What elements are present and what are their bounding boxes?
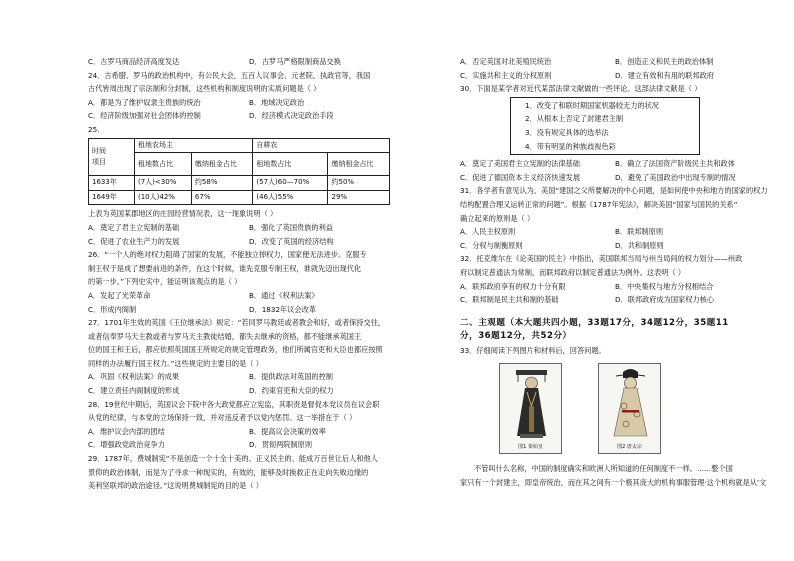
q30-quote-box [510, 97, 700, 155]
question-32 [460, 252, 770, 306]
q32-option-d[interactable]: D．联邦政府成为国家权力核心 [615, 295, 714, 305]
q31-stem-line: 确立起来的原则是（ ） [460, 213, 535, 223]
table-cell: (10人)42% [135, 190, 192, 205]
table-cell: (57人)60—70% [253, 176, 328, 191]
q30-box-item: 4．带有明显的种族歧视色彩 [525, 141, 616, 151]
q26-stem-line: 制王权于是成了想要前进的条件，在这个时候，谁先克服专制王权，谁就先迈出现代化 [88, 263, 362, 273]
q26-stem-line: 26．“一个人的绝对权力阻碍了国家的发展，不能独立掉权力，国家便无法进步。克服专 [88, 250, 367, 260]
table-group-header: 自耕农 [253, 138, 390, 153]
q28-option-c[interactable]: C．增强政党政治竞争力 [88, 440, 165, 450]
q28-stem-line: 28．19世纪中期后，英国议会下院中各大政党都应立宪监，其职责是督促本党议员在议会职 [88, 399, 380, 409]
q27-stem-line: 同样的办法履行国王权力。”这些规定的主要目的是（ ） [88, 358, 263, 368]
section-heading-cont: 分，36题12分，共52分） [460, 331, 572, 342]
q28-option-d[interactable]: D．贯彻两院制原则 [249, 440, 313, 450]
q24-option-b[interactable]: B．地域决定政治 [249, 97, 305, 107]
q33-material-line: 不管叫什么名称，中国的制度确实和欧洲人所知道的任何制度不一样。……整个国 [474, 464, 733, 474]
q26-option-b[interactable]: B．通过《权利法案》 [249, 290, 319, 300]
table-corner-header: 时间 项目 [89, 138, 135, 176]
q33-figures [499, 363, 770, 454]
q26-stem-line: 的第一步。”下列史实中，能证明该观点的是（ ） [88, 277, 242, 287]
table-cell: (46人)55% [253, 190, 328, 205]
question-31 [460, 184, 770, 252]
q31-stem-line: 结构配置合理又运转正常的问题”。根据《1787年宪法》，解决美国“国家与国民的关系” [460, 199, 738, 209]
q30-option-a[interactable]: A．奠定了美国君主立宪制的法律基础 [460, 159, 580, 169]
q23-options [88, 55, 410, 69]
table-cell: 67% [191, 190, 252, 205]
q27-option-d[interactable]: D．约束官吏和大臣的权力 [249, 386, 334, 396]
q25-option-c[interactable]: C．促进了农业生产力的发展 [88, 236, 180, 246]
q28-option-a[interactable]: A．维护议会内部的团结 [88, 426, 165, 436]
table-cell: 29% [328, 190, 390, 205]
figure-qin-shihuang [499, 363, 562, 454]
q29-option-b[interactable]: B．创造正义和民主的政治体制 [615, 57, 714, 66]
q25-option-b[interactable]: B．强化了英国贵族的利益 [249, 222, 333, 232]
q32-option-a[interactable]: A．联邦政府享有的权力十分有限 [460, 281, 566, 291]
q25-option-d[interactable]: D．改变了英国的经济结构 [249, 236, 334, 246]
q29-stem-line: 29．1787年，费城制宪“不是创造一个十全十美的、正义民主的、能成万百世让后人和他人 [88, 454, 378, 464]
question-24 [88, 69, 410, 123]
emperor-portrait-icon [602, 366, 659, 444]
q25-option-a[interactable]: A．奠定了君主立宪制的基础 [88, 222, 180, 232]
q30-box-item: 1．改变了和联时期国家机器较无力的状况 [525, 100, 659, 110]
question-25 [88, 123, 410, 248]
q32-stem-line: 府以制定普通法为常制，而联邦政府以制定普通法为例外。这表明（ ） [460, 267, 686, 277]
q24-stem-line: 古代皆周出现了宗法制和分封制，这些机构和制度说明的实质问题是（ ） [88, 84, 321, 94]
q28-stem-line: 从党的纪律，与本党的立场保持一致，并对违反者予以党内惩罚。这一举措在于（ ） [88, 413, 357, 423]
table-cell: 1649年 [89, 190, 135, 205]
right-column [460, 55, 770, 490]
question-30 [460, 82, 770, 184]
q31-option-d[interactable]: D．共和制原则 [615, 240, 664, 250]
q29-option-c[interactable]: C．实施共和主义的分权原则 [460, 70, 552, 80]
table-header: 租地数占比 [135, 153, 192, 176]
q30-option-b[interactable]: B．确立了法国资产阶级民主共和政体 [615, 159, 735, 169]
q30-option-d[interactable]: D．避免了美国政治中出现专制的情况 [615, 172, 736, 182]
table-header: 缴纳租金占比 [191, 153, 252, 176]
q24-option-c[interactable]: C．经济阶级加强对社会团体的控制 [88, 111, 201, 121]
table-header: 缴纳租金占比 [328, 153, 390, 176]
q27-option-b[interactable]: B．提供政法对英国的控制 [249, 372, 333, 382]
q27-stem-line: 或者信奉罗马天主教或者与罗马天主教徒结婚，都失去继承的资格，都不能继承英国王 [88, 331, 362, 341]
q31-option-a[interactable]: A．人民主权原则 [460, 227, 516, 237]
q33-material-line: 家只有一个封建主，即皇帝统治，而在其之间有一个极其庞大的机构事服管理·这个机构就是从'文 [460, 478, 767, 488]
question-28 [88, 398, 410, 452]
q31-option-c[interactable]: C．分权与制衡原则 [460, 240, 523, 250]
table-header: 租地数占比 [253, 153, 328, 176]
table-cell: 1633年 [89, 176, 135, 191]
figure-caption: 图2 唐太宗 [617, 444, 642, 451]
q24-stem-line: 24．古希腊、罗马的政治机构中，有公民大会，五百人议事会、元老院、执政官等，我国 [88, 70, 371, 80]
q29-options [460, 55, 770, 69]
q29-stem-line: 美利坚联邦的政治途径。”这说明费城制宪的目的是（ ） [88, 481, 263, 491]
q32-option-b[interactable]: B．中央集权与地方分权相结合 [615, 281, 714, 291]
q32-stem-line: 32．托克维尔在《论美国的民主》中指出，美国联邦当局与州当局间的权力划分——州政 [460, 254, 743, 264]
q31-stem-line: 31．各学者有意见认为，美国“建国之父所要解决的中心问题，是如何使中央和地方的国家的权力 [460, 186, 768, 196]
q23-option-c[interactable]: C．古罗马商品经济高度发达 [88, 57, 180, 66]
table-group-header: 租地农场主 [135, 138, 253, 153]
q27-option-a[interactable]: A．巩固《权利法案》的成果 [88, 372, 180, 382]
question-26 [88, 248, 410, 316]
question-33 [460, 344, 770, 490]
q27-stem-line: 位的国王和王后，都应依照英国国王所规定的规定管理政务，他们所属官吏和大臣也都应按照 [88, 345, 383, 355]
question-29 [88, 452, 410, 493]
q26-option-d[interactable]: D．1832年议会改革 [249, 304, 316, 314]
q29-option-a[interactable]: A．否定英国对北美殖民统治 [460, 57, 552, 66]
q27-stem-line: 27．1701年生效的英国《王位继承法》规定：“若同罗马教廷或者教会和好，或者保持交往， [88, 318, 386, 328]
q25-number: 25. [88, 124, 100, 134]
question-27 [88, 316, 410, 398]
q26-option-c[interactable]: C．形成内阁制 [88, 304, 137, 314]
left-column [88, 55, 410, 493]
q29-stem-line: 景仰的政治体制，而是为了寻求一种现实的，有效的，能够及时换救正在走向失败边缘的 [88, 467, 369, 477]
emperor-portrait-icon [503, 366, 560, 444]
table-cell: (7人)<30% [135, 176, 192, 191]
q23-option-d[interactable]: D．古罗马严格限制商品交换 [249, 57, 341, 66]
q28-option-b[interactable]: B．提高议会决策的效率 [249, 426, 326, 436]
q25-table [88, 138, 390, 206]
q33-stem-line: 33．仔细阅读下列图片和材料后，回答问题。 [460, 345, 606, 355]
q25-stem-line: 上表为英国某郡地区的庄园经营情况表，这一现象说明（ ） [88, 209, 278, 219]
q30-option-c[interactable]: C．促进了德国资本主义经济快速发展 [460, 172, 581, 182]
q27-option-c[interactable]: C．建立责任内阁制度的形成 [88, 386, 180, 396]
q32-option-c[interactable]: C．联邦制是民主共和制的基础 [460, 295, 559, 305]
q24-option-d[interactable]: D．经济模式决定政治手段 [249, 111, 334, 121]
figure-caption: 图1 秦始皇 [518, 444, 543, 451]
figure-tang-taizong [598, 363, 661, 454]
table-row [89, 190, 390, 205]
q30-stem-line: 30．下面是某学者对近代某部法律文献做的一些评论。这部法律文献是（ ） [460, 84, 702, 94]
section-heading: 二、主观题（本大题共四小题，33题17分，34题12分，35题11 [460, 317, 729, 328]
q30-box-item: 3．没有规定具体的选举法 [525, 127, 609, 137]
table-cell: 约58% [191, 176, 252, 191]
q31-option-b[interactable]: B．联邦制原则 [615, 227, 664, 237]
q30-box-item: 2．从根本上否定了封建君主制 [525, 114, 624, 124]
table-row [89, 176, 390, 191]
q26-option-a[interactable]: A．发起了光荣革命 [88, 290, 151, 300]
q29-option-d[interactable]: D．建立有效和有用的联邦政府 [615, 70, 714, 80]
q24-option-a[interactable]: A．都是为了维护奴隶主贵族的统治 [88, 97, 201, 107]
table-cell: 约50% [328, 176, 390, 191]
